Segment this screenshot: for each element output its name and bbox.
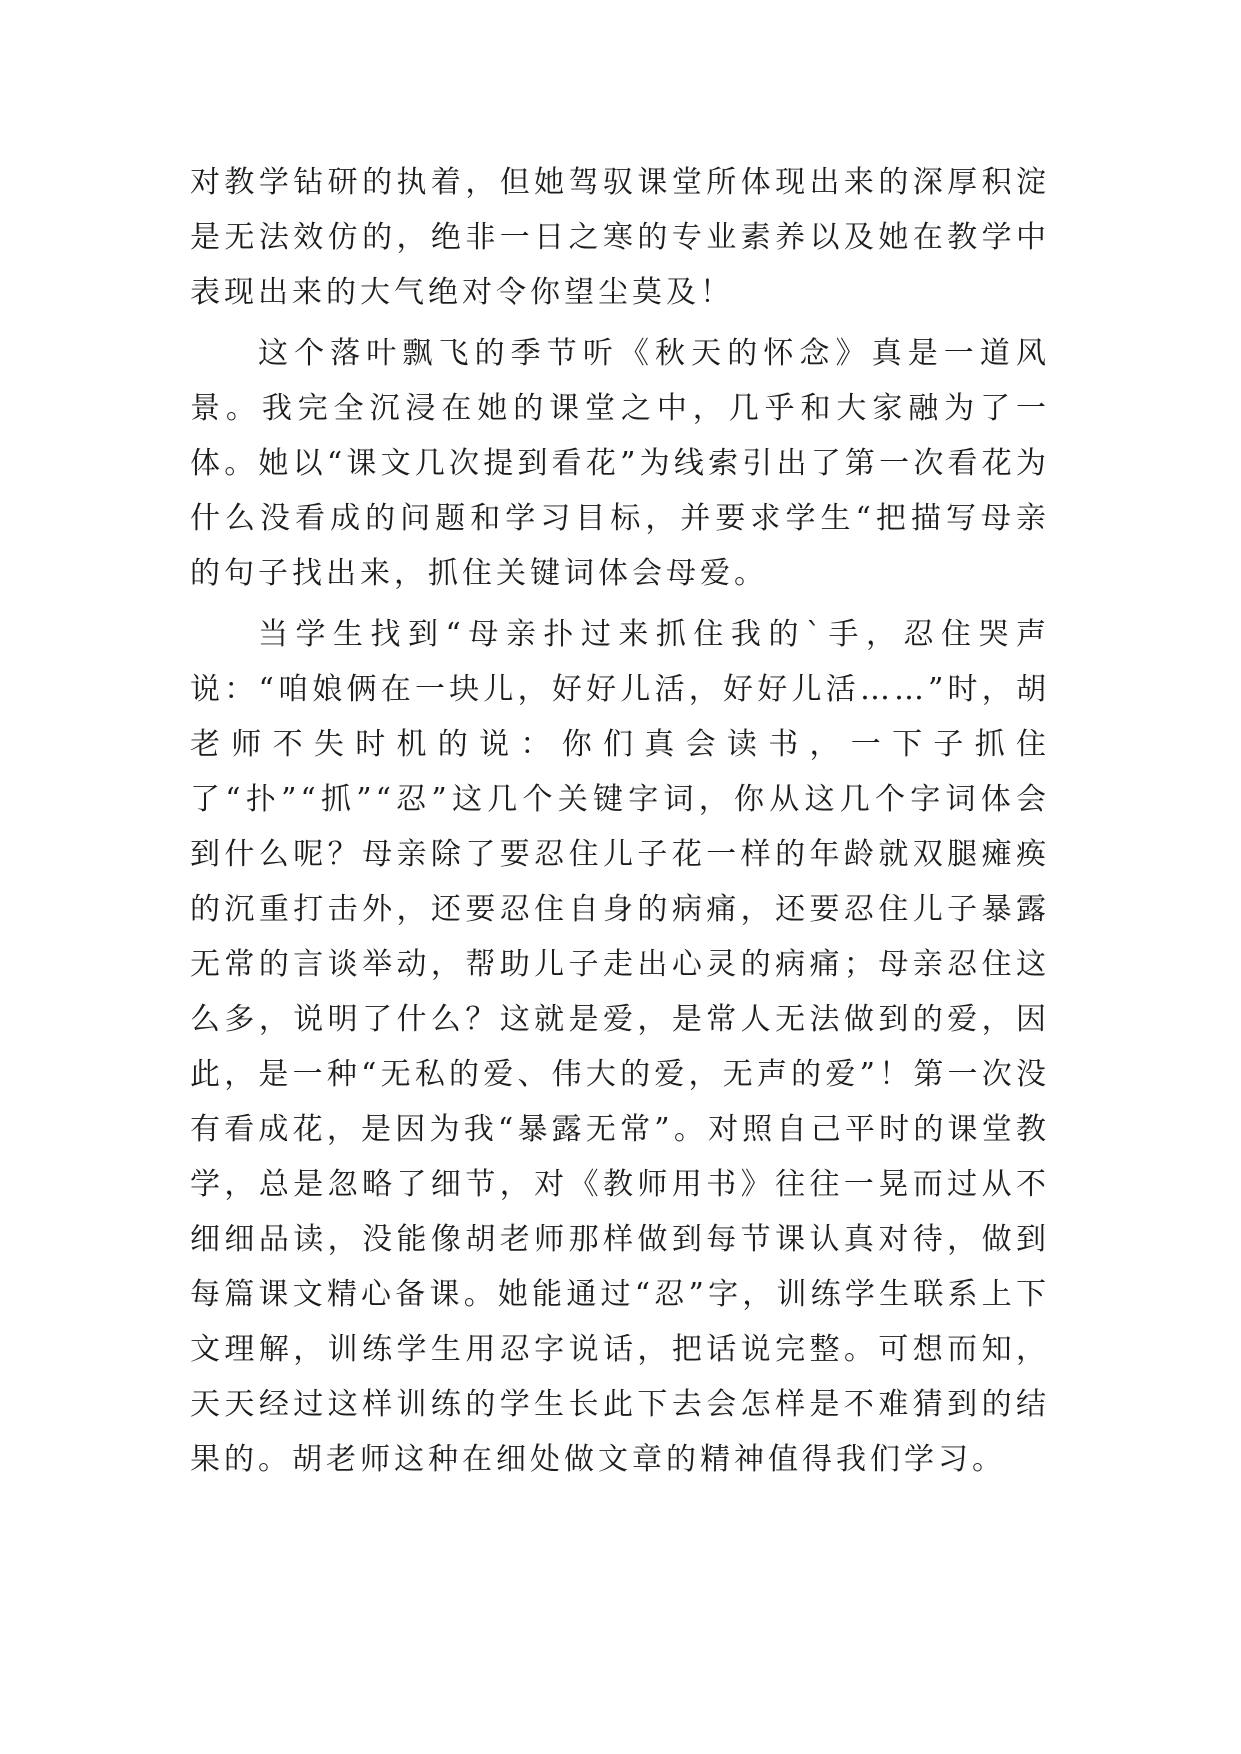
paragraph-continuation: 对教学钻研的执着，但她驾驭课堂所体现出来的深厚积淀是无法效仿的，绝非一日之寒的专业素养以及她在教学中表现出来的大气绝对令你望尘莫及！ [190, 165, 1050, 310]
paragraph-teaching-reflection: 当学生找到“母亲扑过来抓住我的`手，忍住哭声说：“咱娘俩在一块儿，好好儿活，好好儿活……”时，胡老师不失时机的说：你们真会读书，一下子抓住了“扑”“抓”“忍”这几个关键字词，你从这几个字词体会到什么呢？母亲除了要忍住儿子花一样的年龄就双腿瘫痪的沉重打击外，还要忍住自身的病痛，还要忍住儿子暴露无常的言谈举动，帮助儿子走出心灵的病痛；母亲忍住这么多，说明了什么？这就是爱，是常人无法做到的爱，因此，是一种“无私的爱、伟大的爱，无声的爱”！第一次没有看成花，是因为我“暴露无常”。对照自己平时的课堂教学，总是忽略了细节，对《教师用书》往往一晃而过从不细细品读，没能像胡老师那样做到每节课认真对待，做到每篇课文精心备课。她能通过“忍”字，训练学生联系上下文理解，训练学生用忍字说话，把话说完整。可想而知，天天经过这样训练的学生长此下去会怎样是不难猜到的结果的。胡老师这种在细处做文章的精神值得我们学习。 [190, 617, 1050, 1477]
paragraph-autumn-lesson: 这个落叶飘飞的季节听《秋天的怀念》真是一道风景。我完全沉浸在她的课堂之中，几乎和大家融为了一体。她以“课文几次提到看花”为线索引出了第一次看花为什么没看成的问题和学习目标，并要求学生“把描写母亲的句子找出来，抓住关键词体会母爱。 [190, 336, 1050, 591]
body-text [190, 155, 1050, 1487]
